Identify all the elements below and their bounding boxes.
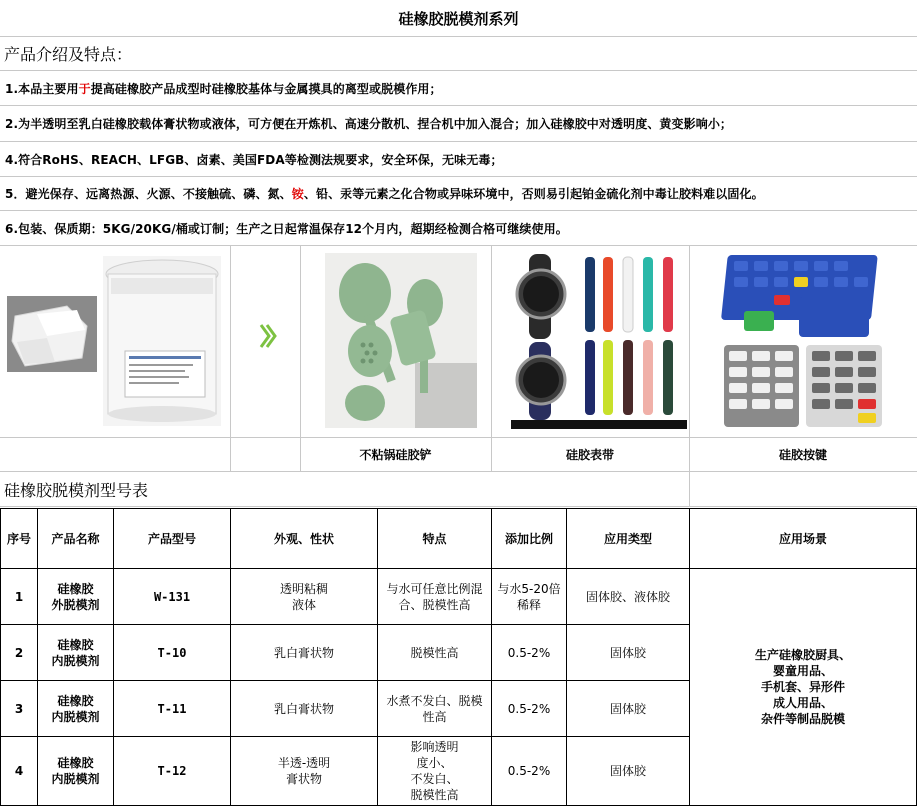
- product-name: 硅橡胶 内脱模剂: [38, 625, 114, 681]
- product-model: T-12: [114, 737, 231, 806]
- caption-spatula: 不粘锅硅胶铲: [359, 448, 432, 462]
- add-ratio: 0.5-2%: [492, 681, 567, 737]
- appearance: 透明粘稠 液体: [231, 569, 378, 625]
- appearance: 乳白膏状物: [231, 681, 378, 737]
- header-cell: 产品型号: [114, 509, 231, 569]
- header-cell: 外观、性状: [231, 509, 378, 569]
- header-cell: 序号: [1, 509, 38, 569]
- header-cell: 产品名称: [38, 509, 114, 569]
- feature-line-2: 2.为半透明至乳白硅橡胶载体膏状物或液体，可方便在开炼机、高速分散机、捏合机中加入混合；加入硅橡胶中对透明度、黄变影响小；: [0, 106, 917, 142]
- application-type: 固体胶: [567, 625, 690, 681]
- appearance: 半透-透明 膏状物: [231, 737, 378, 806]
- header-cell: 添加比例: [492, 509, 567, 569]
- header-cell: 应用场景: [690, 509, 917, 569]
- row-number: 1: [1, 569, 38, 625]
- header-cell: 特点: [378, 509, 492, 569]
- application-type: 固体胶: [567, 681, 690, 737]
- row-number: 2: [1, 625, 38, 681]
- row-number: 4: [1, 737, 38, 806]
- model-table: [0, 508, 917, 806]
- application-type: 固体胶、液体胶: [567, 569, 690, 625]
- product-name: 硅橡胶 内脱模剂: [38, 737, 114, 806]
- feature-line-3: 4.符合RoHS、REACH、LFGB、卤素、美国FDA等检测法规要求，安全环保，无味无毒；: [0, 142, 917, 177]
- feature: 脱模性高: [378, 625, 492, 681]
- application-type: 固体胶: [567, 737, 690, 806]
- watch-band-photo: [511, 252, 687, 429]
- add-ratio: 0.5-2%: [492, 737, 567, 806]
- feature: 水煮不发白、脱模 性高: [378, 681, 492, 737]
- intro-heading: 产品介绍及特点：: [0, 37, 917, 71]
- product-name: 硅橡胶 外脱模剂: [38, 569, 114, 625]
- caption-keypad: 硅胶按键: [778, 448, 827, 462]
- appearance: 乳白膏状物: [231, 625, 378, 681]
- feature-line-5: 6.包装、保质期：5KG/20KG/桶或订制；生产之日起常温保存12个月内，超期经检测合格可继续使用。: [0, 211, 917, 246]
- table-heading: 硅橡胶脱模剂型号表: [4, 480, 149, 500]
- chevron-right-icon: [258, 322, 278, 350]
- feature: 影响透明 度小、 不发白、 脱模性高: [378, 737, 492, 806]
- bucket-photo: [103, 256, 221, 426]
- table-header-row: [1, 509, 917, 569]
- product-name: 硅橡胶 内脱模剂: [38, 681, 114, 737]
- feature-line-4: 5．避光保存、远离热源、火源、不接触硫、磷、氮、 铵 、铅、汞等元素之化合物或异味环境中，否则易引起铂金硫化剂中毒让胶料难以固化。: [0, 177, 917, 211]
- add-ratio: 与水5-20倍 稀释: [492, 569, 567, 625]
- feature-line-1: 1.本品主要用 于 提高硅橡胶产品成型时硅橡胶基体与金属摸具的离型或脱模作用；: [0, 71, 917, 106]
- caption-watch-band: 硅胶表带: [565, 448, 614, 462]
- application-scene: 生产硅橡胶厨具、 婴童用品、 手机套、异形件 成人用品、 杂件等制品脱模: [690, 569, 917, 806]
- product-model: T-10: [114, 625, 231, 681]
- row-number: 3: [1, 681, 38, 737]
- table-row: [1, 569, 917, 625]
- keypad-photo: [714, 253, 887, 429]
- page-title: 硅橡胶脱模剂系列: [0, 0, 917, 37]
- raw-material-photo: [7, 296, 97, 372]
- add-ratio: 0.5-2%: [492, 625, 567, 681]
- spatula-photo: [325, 253, 477, 428]
- product-model: W-131: [114, 569, 231, 625]
- product-model: T-11: [114, 681, 231, 737]
- feature: 与水可任意比例混 合、脱模性高: [378, 569, 492, 625]
- header-cell: 应用类型: [567, 509, 690, 569]
